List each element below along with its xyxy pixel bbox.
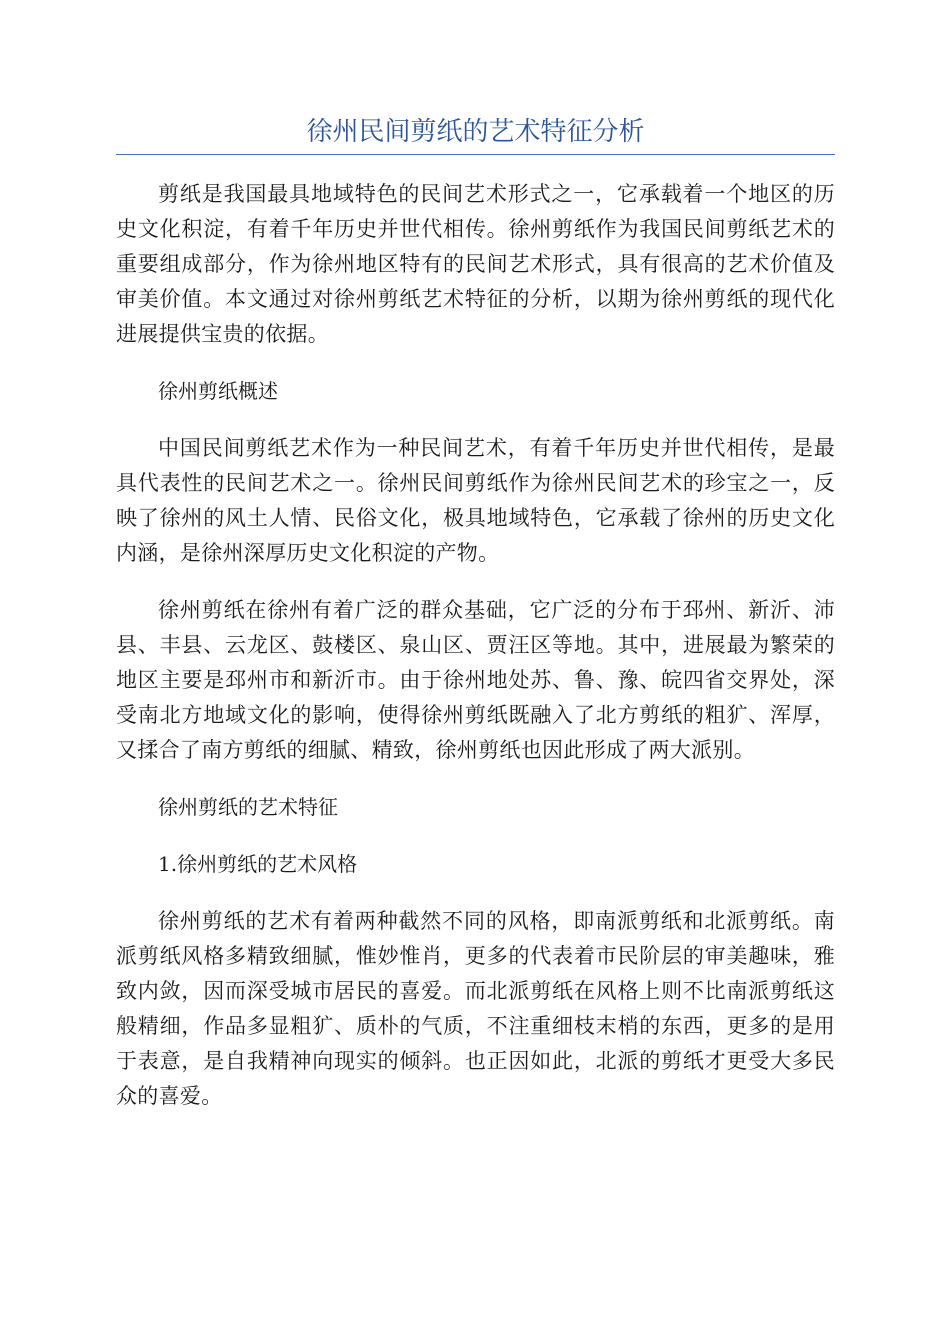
intro-paragraph: 剪纸是我国最具地域特色的民间艺术形式之一，它承载着一个地区的历史文化积淀，有着千年历史并世代相传。徐州剪纸作为我国民间剪纸艺术的重要组成部分，作为徐州地区特有的民间艺术形式，具有很高的艺术价值及审美价值。本文通过对徐州剪纸艺术特征的分析，以期为徐州剪纸的现代化进展提供宝贵的依据。 <box>116 182 835 346</box>
section-heading-art-features: 徐州剪纸的艺术特征 <box>158 795 338 819</box>
art-style-paragraph: 徐州剪纸的艺术有着两种截然不同的风格，即南派剪纸和北派剪纸。南派剪纸风格多精致细腻，惟妙惟肖，更多的代表着市民阶层的审美趣味，雅致内敛，因而深受城市居民的喜爱。而北派剪纸在风格上则不比南派剪纸这般精细，作品多显粗犷、质朴的气质，不注重细枝末梢的东西，更多的是用于表意，是自我精神向现实的倾斜。也正因如此，北派的剪纸才更受大多民众的喜爱。 <box>116 909 835 1108</box>
title-underline <box>116 154 835 155</box>
overview-paragraph-1: 中国民间剪纸艺术作为一种民间艺术，有着千年历史并世代相传，是最具代表性的民间艺术之一。徐州民间剪纸作为徐州民间艺术的珍宝之一，反映了徐州的风土人情、民俗文化，极具地域特色，它承载了徐州的历史文化内涵，是徐州深厚历史文化积淀的产物。 <box>116 436 835 565</box>
subsection-heading-art-style: 1.徐州剪纸的艺术风格 <box>158 852 358 876</box>
section-heading-overview: 徐州剪纸概述 <box>158 379 278 403</box>
document-title: 徐州民间剪纸的艺术特征分析 <box>306 117 645 147</box>
document-page <box>116 112 835 1136</box>
overview-paragraph-2: 徐州剪纸在徐州有着广泛的群众基础，它广泛的分布于邳州、新沂、沛县、丰县、云龙区、鼓楼区、泉山区、贾汪区等地。其中，进展最为繁荣的地区主要是邳州市和新沂市。由于徐州地处苏、鲁、豫、皖四省交界处，深受南北方地域文化的影响，使得徐州剪纸既融入了北方剪纸的粗犷、浑厚，又揉合了南方剪纸的细腻、精致，徐州剪纸也因此形成了两大派别。 <box>116 598 835 762</box>
